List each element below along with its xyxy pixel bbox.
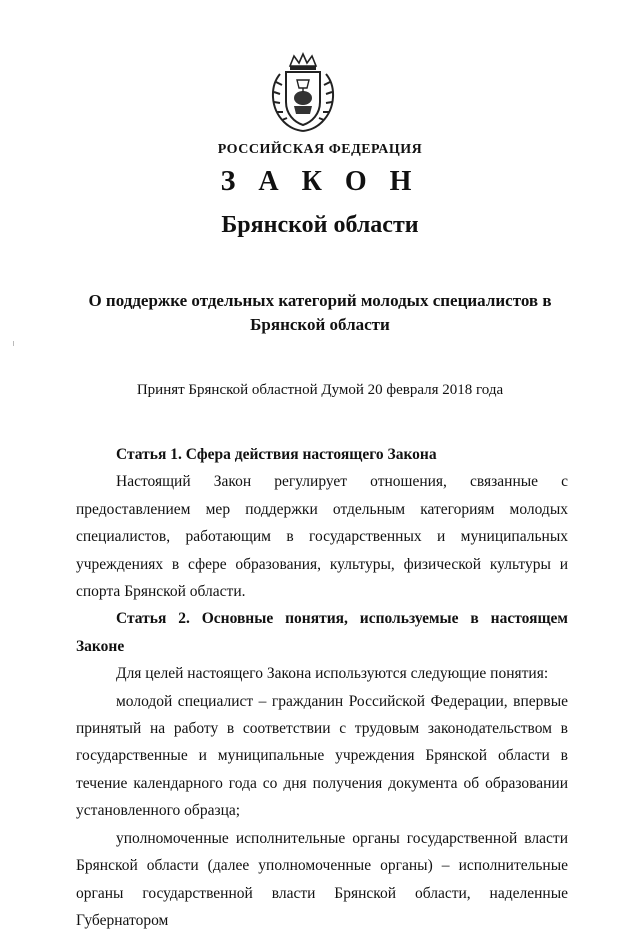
article-2-heading: Статья 2. Основные понятия, используемые в настоящем Законе <box>76 610 568 655</box>
law-title <box>80 289 560 337</box>
document-type: З А К О Н <box>220 166 420 197</box>
law-title-line-2: Брянской области <box>250 315 390 334</box>
region-name: Брянской области <box>221 212 419 238</box>
law-title-line-1: О поддержке отдельных категорий молодых специалистов в <box>88 291 552 310</box>
article-2-paragraph-1: Для целей настоящего Закона используются следующие понятия: <box>116 665 549 683</box>
article-2-paragraph-2: молодой специалист – гражданин Российской Федерации, впервые принятый на работу в соответствии с трудовым законодательством в государственные и муниципальные учреждения Брянской области в течение календарного года со дня получения документа об образовании установленного образца; <box>76 692 568 820</box>
bryansk-coat-of-arms-icon <box>266 52 340 132</box>
document-body <box>76 441 568 934</box>
federation-label: РОССИЙСКАЯ ФЕДЕРАЦИЯ <box>217 142 423 157</box>
adoption-note: Принят Брянской областной Думой 20 февраля 2018 года <box>136 382 504 398</box>
article-1-paragraph-1: Настоящий Закон регулирует отношения, связанные с предоставлением мер поддержки отдельным категориям молодых специалистов, работающим в государственных и муниципальных учреждениях в сфере образования, культуры, физической культуры и спорта Брянской области. <box>76 473 568 601</box>
article-2-paragraph-3: уполномоченные исполнительные органы государственной власти Брянской области (далее уполномоченные органы) – исполнительные органы государственной власти Брянской области, наделенные Губернатором <box>76 829 568 929</box>
article-1-heading: Статья 1. Сфера действия настоящего Закона <box>116 446 437 463</box>
scan-artifact <box>13 341 14 346</box>
